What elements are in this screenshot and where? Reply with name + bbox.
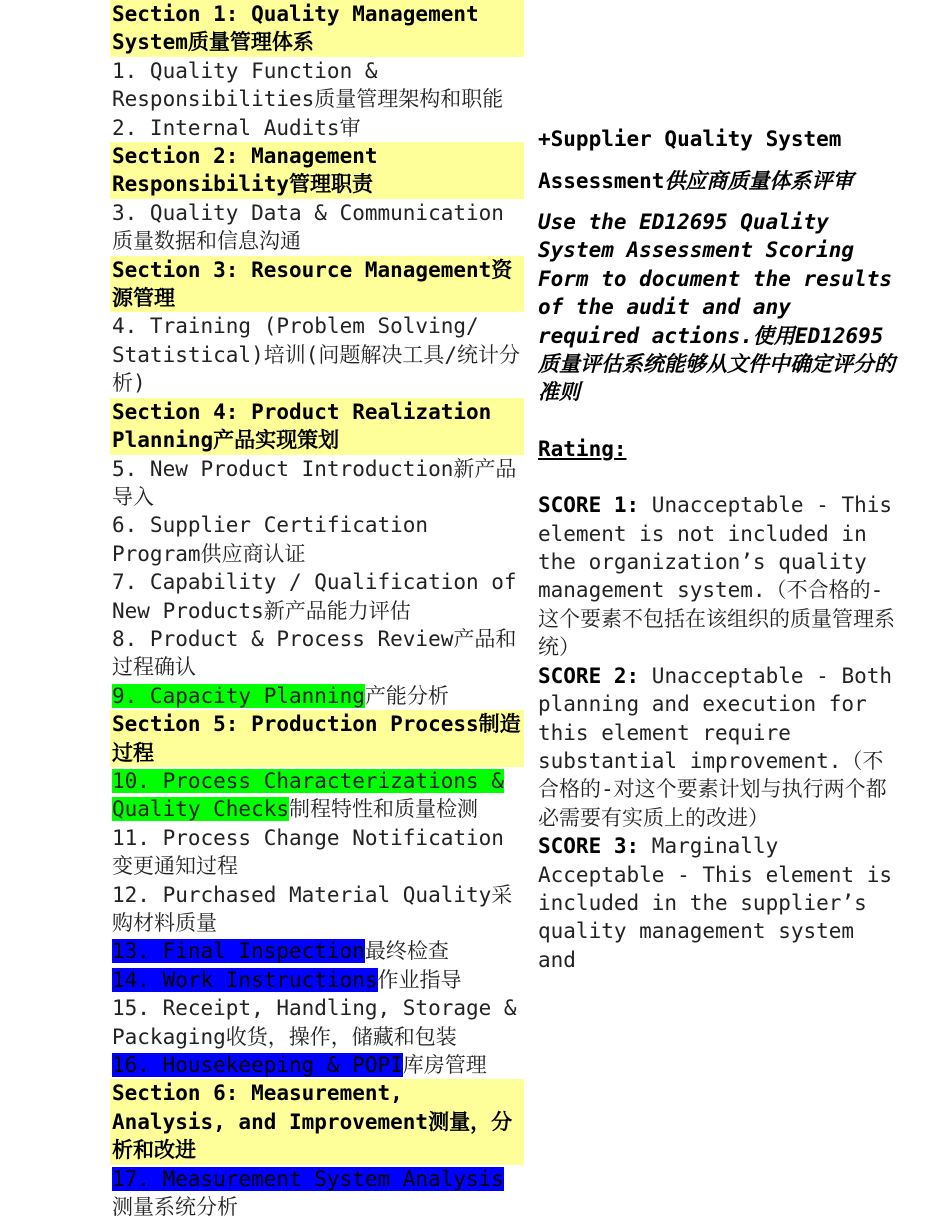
score-3-label: SCORE 3: xyxy=(538,834,640,859)
score-3-text: Marginally Acceptable - This element is included in the supplier’s quality management system and xyxy=(538,834,893,972)
section-1-heading: Section 1: Quality Management System质量管理体系 xyxy=(110,0,524,57)
assessment-column xyxy=(538,118,898,974)
scoring-form-note: Use the ED12695 Quality System Assessment Scoring Form to document the results of the audit and any required actions.使用ED12695质量评估系统能够从文件中确定评分的准则 xyxy=(538,210,895,405)
item-16 xyxy=(110,1051,524,1079)
rating-heading: Rating: xyxy=(538,436,627,461)
score-2 xyxy=(538,662,898,832)
item-2: 2. Internal Audits审 xyxy=(112,115,361,140)
assessment-title-word: Assessment xyxy=(538,169,665,193)
item-6: 6. Supplier Certification Program供应商认证 xyxy=(112,513,429,566)
item-17-highlight: 17. Measurement System Analysis xyxy=(112,1166,504,1191)
item-10-highlight: 10. Process Characterizations & Quality Checks xyxy=(112,768,504,822)
item-10-chinese: 制程特性和质量检测 xyxy=(289,797,479,822)
item-17-chinese: 测量系统分析 xyxy=(112,1195,238,1220)
score-1-text: Unacceptable - This element is not included in the organization’s quality management system.（不合格的-这个要素不包括在该组织的质量管理系统） xyxy=(538,493,895,660)
assessment-title-line2 xyxy=(538,160,898,202)
item-15: 15. Receipt, Handling, Storage & Packaging收货，操作，储藏和包装 xyxy=(112,996,517,1049)
score-1-label: SCORE 1: xyxy=(538,493,640,518)
item-3: 3. Quality Data & Communication 质量数据和信息沟通 xyxy=(112,200,504,254)
section-4-heading: Section 4: Product Realization Planning产品实现策划 xyxy=(110,398,524,455)
score-list xyxy=(538,491,898,974)
item-12: 12. Purchased Material Quality采购材料质量 xyxy=(112,882,513,935)
item-16-highlight: 16. Housekeeping & POPI xyxy=(112,1053,403,1078)
item-11: 11. Process Change Notification 变更通知过程 xyxy=(112,825,504,879)
sections-column xyxy=(110,0,524,1221)
assessment-title-chinese: 供应商质量体系评审 xyxy=(664,169,854,193)
item-17 xyxy=(110,1165,524,1222)
section-5-heading: Section 5: Production Process制造过程 xyxy=(110,710,524,767)
section-3-heading: Section 3: Resource Management资源管理 xyxy=(110,256,524,313)
section-2-heading: Section 2: Management Responsibility管理职责 xyxy=(110,142,524,199)
section-6-heading: Section 6: Measurement, Analysis, and Improvement测量，分析和改进 xyxy=(110,1079,524,1164)
item-9-highlight: 9. Capacity Planning xyxy=(112,683,365,708)
item-9 xyxy=(110,682,524,710)
assessment-title-line1: +Supplier Quality System xyxy=(538,127,842,151)
score-2-text: Unacceptable - Both planning and execution for this element require substantial improvement.（不合格的-对这个要素计划与执行两个都必需要有实质上的改进） xyxy=(538,663,893,830)
item-1: 1. Quality Function & Responsibilities质量管理架构和职能 xyxy=(112,58,504,112)
item-13 xyxy=(110,937,524,965)
item-14 xyxy=(110,966,524,994)
item-13-chinese: 最终检查 xyxy=(364,939,449,964)
score-1 xyxy=(538,491,898,661)
item-14-highlight: 14. Work Instructions xyxy=(112,967,378,992)
item-13-highlight: 13. Final Inspection xyxy=(112,939,365,964)
item-4: 4. Training (Problem Solving/ Statistical)培训(问题解决工具/统计分析) xyxy=(112,314,521,396)
item-8: 8. Product & Process Review产品和过程确认 xyxy=(112,626,517,680)
item-10 xyxy=(110,767,524,824)
score-3 xyxy=(538,832,898,974)
item-9-chinese: 产能分析 xyxy=(364,683,449,708)
item-16-chinese: 库房管理 xyxy=(402,1053,487,1078)
item-5: 5. New Product Introduction新产品导入 xyxy=(112,456,517,509)
item-7: 7. Capability / Qualification of New Products新产品能力评估 xyxy=(112,570,517,623)
item-14-chinese: 作业指导 xyxy=(377,967,462,992)
score-2-label: SCORE 2: xyxy=(538,663,640,688)
